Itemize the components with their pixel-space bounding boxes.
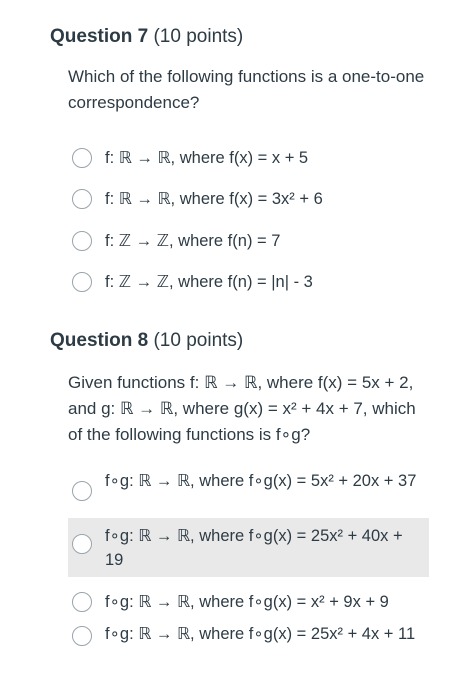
answer-label: f∘g: ℝ → ℝ, where f∘g(x) = 25x² + 40x + 19 bbox=[105, 527, 403, 569]
answer-label: f∘g: ℝ → ℝ, where f∘g(x) = 25x² + 4x + 11 bbox=[105, 625, 416, 643]
radio-button[interactable] bbox=[72, 231, 92, 251]
question-8-text: Given functions f: ℝ → ℝ, where f(x) = 5x + 2, and g: ℝ → ℝ, where g(x) = x² + 4x + 7, which of the following functions is f∘g? bbox=[68, 373, 416, 444]
radio-button[interactable] bbox=[72, 534, 92, 554]
answer-label: f: ℤ → ℤ, where f(n) = 7 bbox=[105, 232, 281, 250]
radio-button[interactable] bbox=[72, 592, 92, 612]
question-7-text: Which of the following functions is a one-to-one correspondence? bbox=[68, 67, 425, 112]
radio-button[interactable] bbox=[72, 481, 92, 501]
q8-answer-1[interactable] bbox=[68, 468, 429, 520]
answer-label: f∘g: ℝ → ℝ, where f∘g(x) = 5x² + 20x + 37 bbox=[105, 472, 417, 490]
q8-answer-4[interactable] bbox=[68, 622, 429, 672]
answer-label: f: ℝ → ℝ, where f(x) = x + 5 bbox=[105, 149, 309, 167]
answer-label: f∘g: ℝ → ℝ, where f∘g(x) = x² + 9x + 9 bbox=[105, 593, 389, 611]
radio-button[interactable] bbox=[72, 189, 92, 209]
answer-label: f: ℤ → ℤ, where f(n) = |n| - 3 bbox=[105, 273, 313, 291]
question-7-header bbox=[50, 26, 243, 48]
radio-button[interactable] bbox=[72, 148, 92, 168]
radio-button[interactable] bbox=[72, 272, 92, 292]
question-8-header bbox=[50, 330, 243, 352]
q7-answer-2[interactable] bbox=[68, 187, 429, 211]
question-title: Question 7 bbox=[50, 26, 149, 47]
q8-answer-2[interactable] bbox=[68, 518, 429, 577]
question-points: (10 points) bbox=[153, 26, 244, 47]
answer-label: f: ℝ → ℝ, where f(x) = 3x² + 6 bbox=[105, 190, 323, 208]
q7-answer-4[interactable] bbox=[68, 270, 429, 294]
q7-answer-1[interactable] bbox=[68, 146, 429, 170]
radio-button[interactable] bbox=[72, 626, 92, 646]
q7-answer-3[interactable] bbox=[68, 229, 429, 253]
question-points: (10 points) bbox=[153, 330, 244, 351]
question-title: Question 8 bbox=[50, 330, 149, 351]
q8-answer-3[interactable] bbox=[68, 590, 429, 614]
